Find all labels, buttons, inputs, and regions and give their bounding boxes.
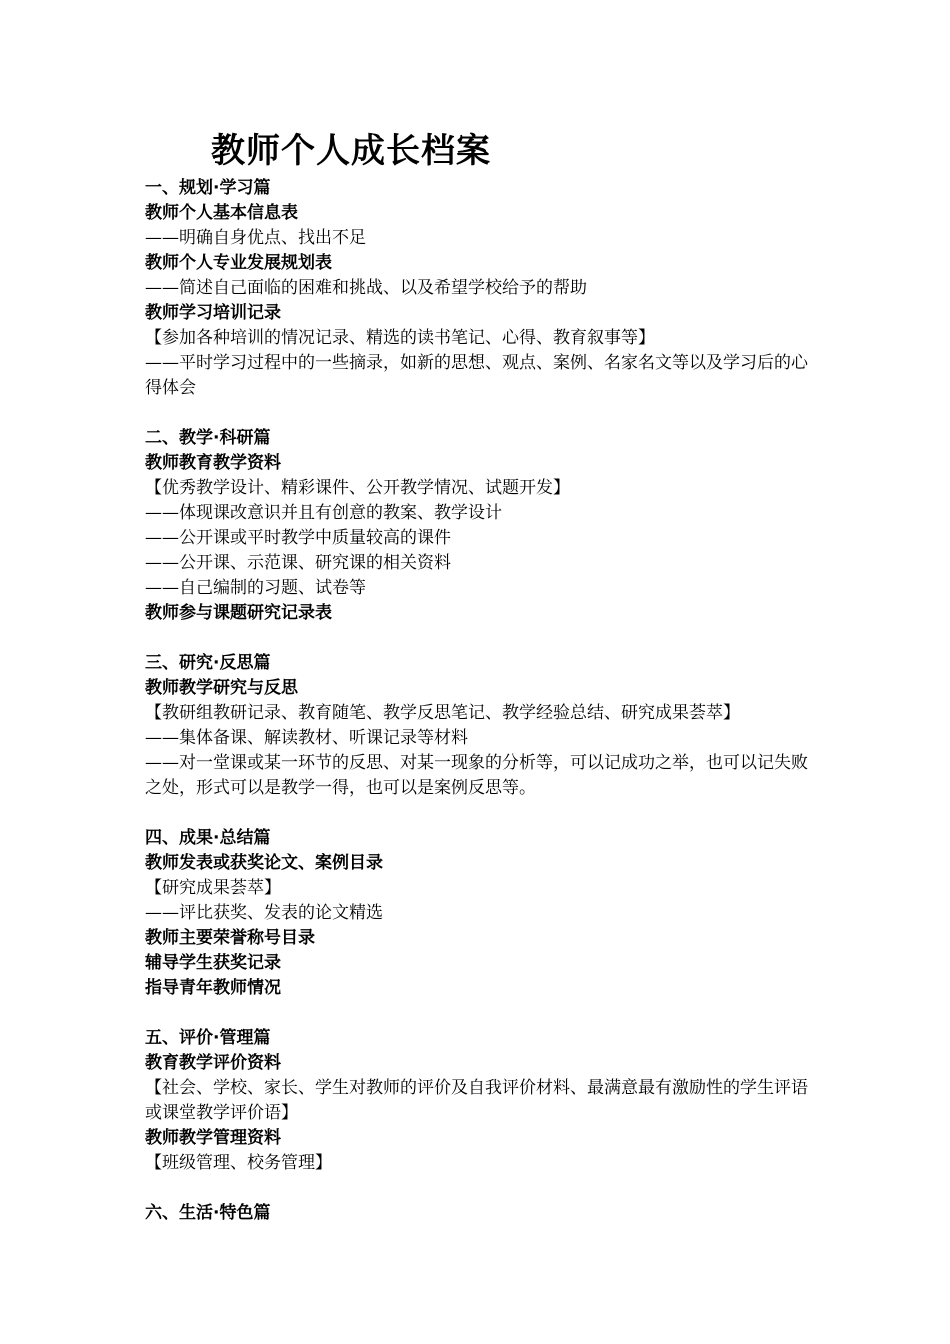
section-heading: 一、规划·学习篇 — [145, 178, 271, 198]
section-spacer — [145, 801, 815, 826]
item-description: ——评比获奖、发表的论文精选 — [145, 903, 383, 923]
item-title: 教师主要荣誉称号目录 — [145, 928, 315, 948]
item-title: 教师发表或获奖论文、案例目录 — [145, 853, 383, 873]
section-3 — [145, 651, 815, 801]
item-description: 【参加各种培训的情况记录、精选的读书笔记、心得、教育叙事等】 — [145, 328, 655, 348]
section-5 — [145, 1026, 815, 1176]
section-heading: 四、成果·总结篇 — [145, 828, 271, 848]
section-4 — [145, 826, 815, 1001]
item-description: 【班级管理、校务管理】 — [145, 1153, 332, 1173]
section-heading: 三、研究·反思篇 — [145, 653, 271, 673]
section-spacer — [145, 1176, 815, 1201]
item-description: ——公开课或平时教学中质量较高的课件 — [145, 528, 451, 548]
item-description: ——明确自身优点、找出不足 — [145, 228, 366, 248]
item-title: 指导青年教师情况 — [145, 978, 281, 998]
section-spacer — [145, 1001, 815, 1026]
item-title: 教师学习培训记录 — [145, 303, 281, 323]
item-description: ——体现课改意识并且有创意的教案、教学设计 — [145, 503, 502, 523]
item-title: 教师教学管理资料 — [145, 1128, 281, 1148]
item-title: 教师个人基本信息表 — [145, 203, 298, 223]
item-title: 教育教学评价资料 — [145, 1053, 281, 1073]
section-6 — [145, 1201, 815, 1226]
item-description: ——公开课、示范课、研究课的相关资料 — [145, 553, 451, 573]
item-description: ——集体备课、解读教材、听课记录等材料 — [145, 728, 468, 748]
item-title: 教师教育教学资料 — [145, 453, 281, 473]
section-heading: 六、生活·特色篇 — [145, 1203, 271, 1223]
section-heading: 二、教学·科研篇 — [145, 428, 271, 448]
item-description: ——简述自己面临的困难和挑战、以及希望学校给予的帮助 — [145, 278, 587, 298]
item-description: ——平时学习过程中的一些摘录，如新的思想、观点、案例、名家名文等以及学习后的心得体会 — [145, 353, 808, 398]
item-description: 【社会、学校、家长、学生对教师的评价及自我评价材料、最满意最有激励性的学生评语或课堂教学评价语】 — [145, 1078, 808, 1123]
document-page — [145, 0, 815, 1226]
item-description: 【优秀教学设计、精彩课件、公开教学情况、试题开发】 — [145, 478, 570, 498]
item-title: 教师参与课题研究记录表 — [145, 603, 332, 623]
section-spacer — [145, 401, 815, 426]
document-body — [145, 176, 815, 1226]
section-1 — [145, 176, 815, 401]
item-title: 教师教学研究与反思 — [145, 678, 298, 698]
item-description: 【研究成果荟萃】 — [145, 878, 281, 898]
item-description: ——自己编制的习题、试卷等 — [145, 578, 366, 598]
item-description: ——对一堂课或某一环节的反思、对某一现象的分析等，可以记成功之举，也可以记失败之处，形式可以是教学一得，也可以是案例反思等。 — [145, 753, 808, 798]
section-2 — [145, 426, 815, 626]
document-title: 教师个人成长档案 — [211, 131, 491, 171]
item-description: 【教研组教研记录、教育随笔、教学反思笔记、教学经验总结、研究成果荟萃】 — [145, 703, 740, 723]
section-heading: 五、评价·管理篇 — [145, 1028, 271, 1048]
item-title: 教师个人专业发展规划表 — [145, 253, 332, 273]
section-spacer — [145, 626, 815, 651]
item-title: 辅导学生获奖记录 — [145, 953, 281, 973]
